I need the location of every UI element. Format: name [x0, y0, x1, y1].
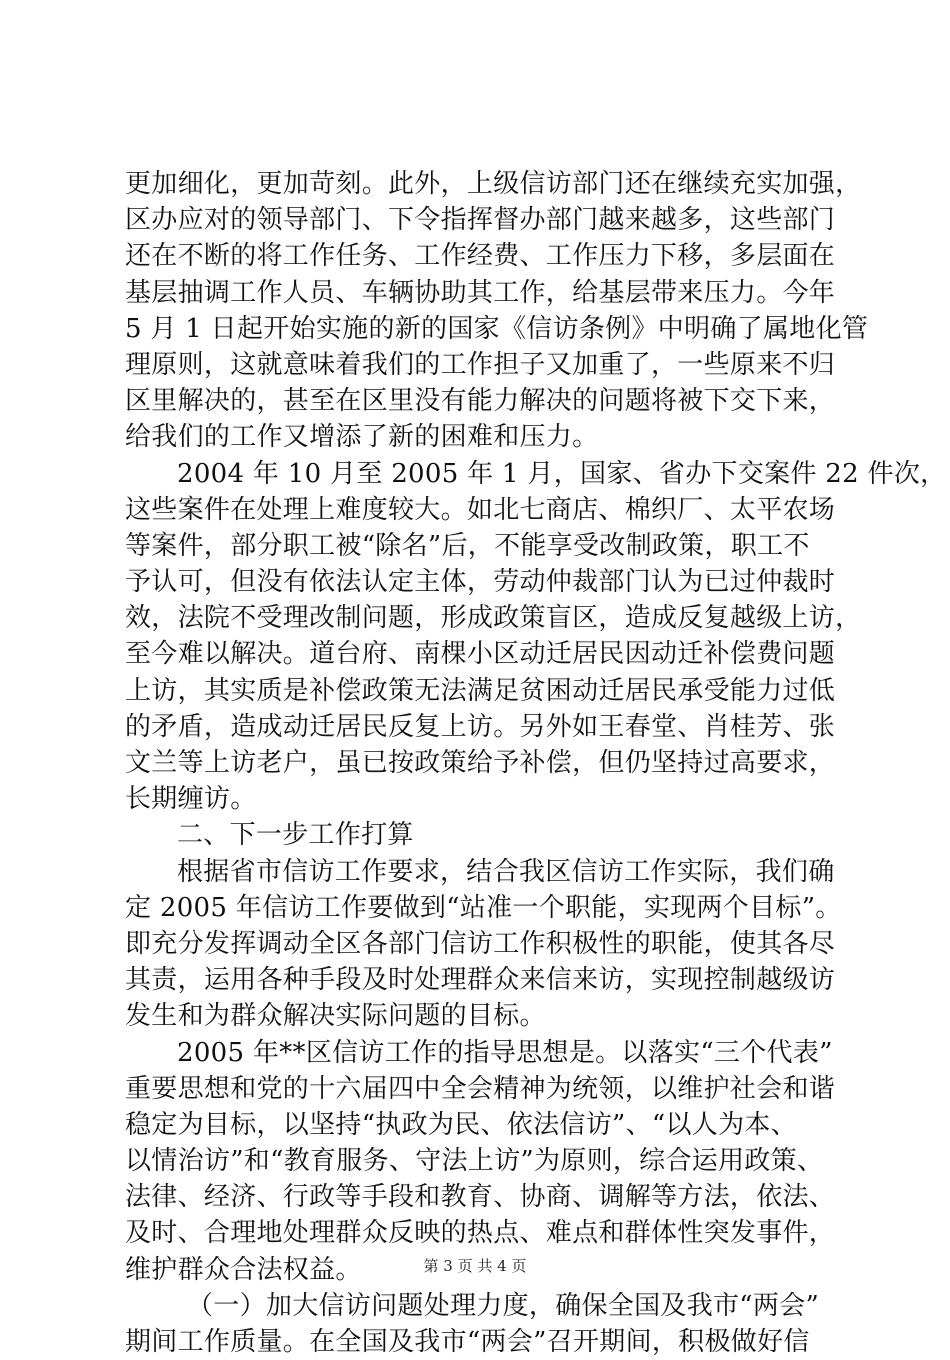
text-line: 效，法院不受理改制问题，形成政策盲区，造成反复越级上访， — [125, 603, 862, 634]
paragraph-start-line: 根据省市信访工作要求，结合我区信访工作实际，我们确 — [177, 856, 835, 887]
text-line: 5 月 1 日起开始实施的新的国家《信访条例》中明确了属地化管 — [125, 313, 869, 344]
text-line: 上访，其实质是补偿政策无法满足贫困动迁居民承受能力过低 — [125, 675, 836, 706]
text-line: 等案件，部分职工被“除名”后，不能享受改制政策，职工不 — [125, 530, 810, 561]
text-line: 法律、经济、行政等手段和教育、协商、调解等方法，依法、 — [125, 1182, 836, 1213]
text-line: 更加细化，更加苛刻。此外，上级信访部门还在继续充实加强， — [125, 169, 862, 199]
text-line: 理原则，这就意味着我们的工作担子又加重了，一些原来不归 — [125, 349, 836, 380]
text-line: 还在不断的将工作任务、工作经费、工作压力下移，多层面在 — [125, 241, 836, 272]
text-line: 其责，运用各种手段及时处理群众来信来访，实现控制越级访 — [125, 965, 836, 996]
text-line: 以情治访”和“教育服务、守法上访”为原则，综合运用政策、 — [125, 1146, 824, 1177]
paragraph-start-line: 2005 年**区信访工作的指导思想是。以落实“三个代表” — [177, 1037, 833, 1068]
body-text — [125, 166, 947, 1360]
text-line: 的矛盾，造成动迁居民反复上访。另外如王春堂、肖桂芳、张 — [125, 711, 836, 742]
text-line: 区里解决的，甚至在区里没有能力解决的问题将被下交下来， — [125, 386, 836, 417]
text-line: 长期缠访。 — [125, 784, 257, 815]
text-line: 稳定为目标，以坚持“执政为民、依法信访”、“以人为本、 — [125, 1109, 797, 1140]
text-line: 维护群众合法权益。 — [125, 1254, 362, 1285]
text-line: 发生和为群众解决实际问题的目标。 — [125, 1001, 546, 1032]
text-line: 基层抽调工作人员、车辆协助其工作，给基层带来压力。今年 — [125, 277, 836, 308]
text-line: 重要思想和党的十六届四中全会精神为统领，以维护社会和谐 — [125, 1073, 836, 1104]
text-line: 文兰等上访老户，虽已按政策给予补偿，但仍坚持过高要求， — [125, 748, 836, 778]
text-line: 期间工作质量。在全国及我市“两会”召开期间，积极做好信 — [125, 1327, 810, 1357]
text-line: 即充分发挥调动全区各部门信访工作积极性的职能，使其各尽 — [125, 928, 836, 959]
text-line: 给我们的工作又增添了新的困难和压力。 — [125, 422, 599, 453]
text-line: 这些案件在处理上难度较大。如北七商店、棉织厂、太平农场 — [125, 494, 836, 525]
text-line: 予认可，但没有依法认定主体，劳动仲裁部门认为已过仲裁时 — [125, 567, 836, 598]
page-footer: 第 3 页 共 4 页 — [423, 1257, 527, 1275]
text-line: 至今难以解决。道台府、南棵小区动迁居民因动迁补偿费问题 — [125, 639, 836, 670]
section-heading: 二、下一步工作打算 — [177, 820, 414, 851]
subsection-heading-line: （一）加大信访问题处理力度，确保全国及我市“两会” — [187, 1290, 820, 1321]
paragraph-start-line: 2004 年 10 月至 2005 年 1 月，国家、省办下交案件 22 件次， — [177, 458, 947, 489]
text-line: 定 2005 年信访工作要做到“站准一个职能，实现两个目标”。 — [125, 892, 842, 923]
text-line: 区办应对的领导部门、下令指挥督办部门越来越多，这些部门 — [125, 205, 836, 236]
text-line: 及时、合理地处理群众反映的热点、难点和群体性突发事件， — [125, 1218, 836, 1249]
